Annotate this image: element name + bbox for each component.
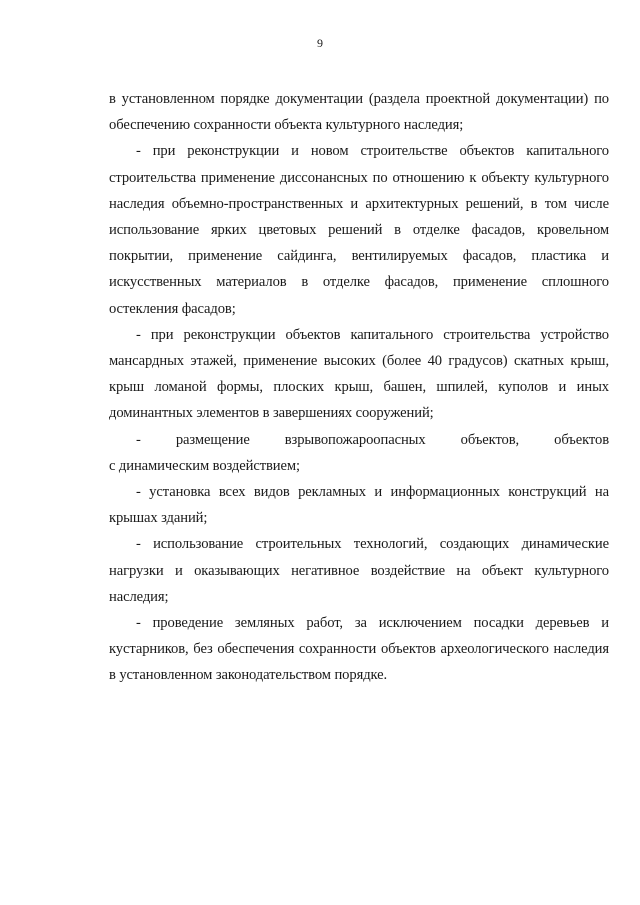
paragraph-hazardous-objects-line2: с динамическим воздействием;: [109, 457, 300, 474]
page-number: 9: [317, 36, 323, 50]
paragraph-mansard-floors: - при реконструкции объектов капитального строительства устройство мансардных этажей, применение высоких (более 40 градусов) скатных крыш, крыш ломаной формы, плоских крыш, башен, шпилей, куполов и иных доминантных элементов в завершениях сооружений;: [109, 326, 609, 422]
document-body: [109, 86, 609, 689]
paragraph-construction-technologies: - использование строительных технологий, создающих динамические нагрузки и оказывающих негативное воздействие на объект культурного наследия;: [109, 536, 609, 605]
paragraph-continuation: в установленном порядке документации (раздела проектной документации) по обеспечению сохранности объекта культурного наследия;: [109, 91, 609, 134]
paragraph-hazardous-objects-line1: - размещение взрывопожароопасных объектов, объектов: [136, 431, 609, 448]
paragraph-advertising-structures: - установка всех видов рекламных и информационных конструкций на крышах зданий;: [109, 484, 609, 527]
paragraph-reconstruction-new-construction: - при реконструкции и новом строительстве объектов капитального строительства применение диссонансных по отношению к объекту культурного наследия объемно-пространственных и архитектурных решений, в том числе использование ярких цветовых решений в отделке фасадов, кровельном покрытии, применение сайдинга, вентилируемых фасадов, пластика и искусственных материалов в отделке фасадов, применение сплошного остекления фасадов;: [109, 143, 609, 317]
paragraph-hazardous-objects: [109, 427, 609, 479]
paragraph-earthworks: - проведение земляных работ, за исключением посадки деревьев и кустарников, без обеспечения сохранности объектов археологического наследия в установленном законодательством порядке.: [109, 615, 609, 684]
